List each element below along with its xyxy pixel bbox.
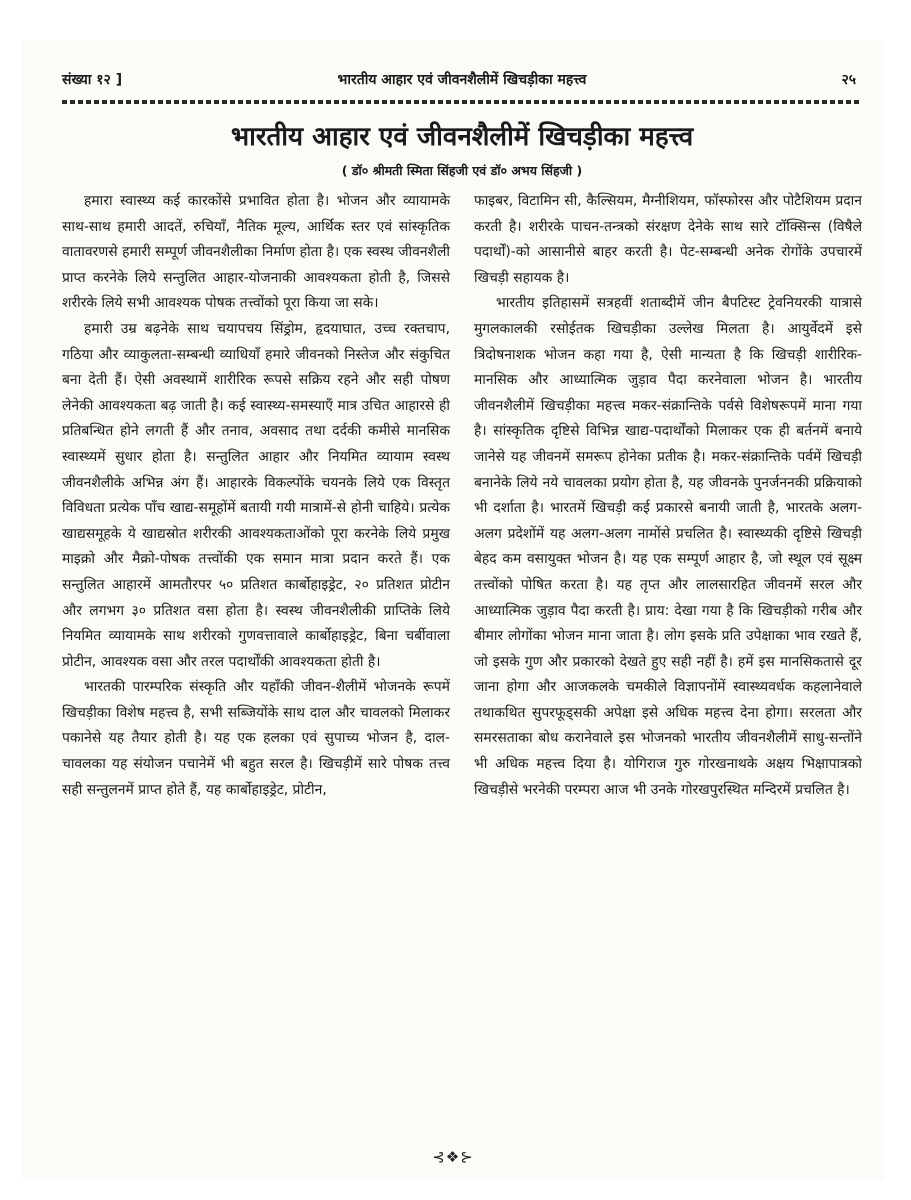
page-number: २५ xyxy=(841,72,856,88)
paragraph: फाइबर, विटामिन सी, कैल्सियम, मैग्नीशियम, फॉस्फोरस और पोटैशियम प्रदान करती है। शरीरके पाचन-तन्त्रको संरक्षण देनेके साथ सारे टॉक्सिन्स (विषैले पदार्थों)-को आसानीसे बाहर करती है। पेट-सम्बन्धी अनेक रोगोंके उपचारमें खिचड़ी सहायक है। xyxy=(474,193,862,286)
magazine-page xyxy=(22,40,884,1180)
running-header xyxy=(62,70,862,96)
footer-ornament-icon: ⊰❖⊱ xyxy=(432,1148,474,1166)
paragraph: भारतीय इतिहासमें सत्रहवीं शताब्दीमें जीन बैपटिस्ट ट्रेवनियरकी यात्रासे मुगलकालकी रसोईतक खिचड़ीका उल्लेख मिलता है। आयुर्वेदमें इसे त्रिदोषनाशक भोजन कहा गया है, ऐसी मान्यता है कि खिचड़ी शारीरिक-मानसिक और आध्यात्मिक जुड़ाव पैदा करनेवाला भोजन है। भारतीय जीवनशैलीमें खिचड़ीका महत्त्व मकर-संक्रान्तिके पर्वसे विशेषरूपमें माना गया है। सांस्कृतिक दृष्टिसे विभिन्न खाद्य-पदार्थोंको मिलाकर एक ही बर्तनमें बनाये जानेसे यह जीवनमें समरूप होनेका प्रतीक है। मकर-संक्रान्तिके पर्वमें खिचड़ी बनानेके लिये नये चावलका प्रयोग होता है, यह जीवनके पुनर्जननकी प्रक्रियाको भी दर्शाता है। भारतमें खिचड़ी कई प्रकारसे बनायी जाती है, भारतके अलग-अलग प्रदेशोंमें यह अलग-अलग नामोंसे प्रचलित है। स्वास्थ्यकी दृष्टिसे खिचड़ी बेहद कम वसायुक्त भोजन है। यह एक सम्पूर्ण आहार है, जो स्थूल एवं सूक्ष्म तत्त्वोंको पोषित करता है। यह तृप्त और लालसारहित जीवनमें सरल और आध्यात्मिक जुड़ाव पैदा करती है। प्राय: देखा गया है कि खिचड़ीको गरीब और बीमार लोगोंका भोजन माना जाता है। लोग इसके प्रति उपेक्षाका भाव रखते हैं, जो इसके गुण और प्रकारको देखते हुए सही नहीं है। हमें इस मानसिकतासे दूर जाना होगा और आजकलके चमकीले विज्ञापनोंमें स्वास्थ्यवर्धक कहलानेवाले तथाकथित सुपरफूड्सकी अपेक्षा इसे अधिक महत्त्व देना होगा। सरलता और समरसताका बोध करानेवाले इस भोजनको भारतीय जीवनशैलीमें साधु-सन्तोंने भी अधिक महत्त्व दिया है। योगिराज गुरु गोरखनाथके अक्षय भिक्षापात्रको खिचड़ीसे भरनेकी परम्परा आज भी उनके गोरखपुरस्थित मन्दिरमें प्रचलित है। xyxy=(474,295,862,798)
paragraph: हमारा स्वास्थ्य कई कारकोंसे प्रभावित होता है। भोजन और व्यायामके साथ-साथ हमारी आदतें, रुचियाँ, नैतिक मूल्य, आर्थिक स्तर एवं सांस्कृतिक वातावरणसे हमारी सम्पूर्ण जीवनशैलीका निर्माण होता है। एक स्वस्थ जीवनशैली प्राप्त करनेके लिये सन्तुलित आहार-योजनाकी आवश्यकता होती है, जिससे शरीरके लिये सभी आवश्यक पोषक तत्त्वोंको पूरा किया जा सके। xyxy=(62,193,450,312)
article-authors: ( डॉ० श्रीमती स्मिता सिंहजी एवं डॉ० अभय सिंहजी ) xyxy=(341,163,583,178)
decorative-divider xyxy=(62,100,862,104)
article-body xyxy=(62,189,862,803)
article-title: भारतीय आहार एवं जीवनशैलीमें खिचड़ीका महत्त्व xyxy=(230,122,694,152)
issue-label: संख्या १२ ] xyxy=(62,72,123,88)
paragraph: भारतकी पारम्परिक संस्कृति और यहाँकी जीवन-शैलीमें भोजनके रूपमें खिचड़ीका विशेष महत्त्व है, सभी सब्जियोंके साथ दाल और चावलको मिलाकर पकानेसे यह तैयार होती है। यह एक हलका एवं सुपाच्य भोजन है, दाल-चावलका यह संयोजन पचानेमें भी बहुत सरल है। खिचड़ीमें सारे पोषक तत्त्व सही सन्तुलनमें प्राप्त होते हैं, यह कार्बोहाइड्रेट, प्रोटीन, xyxy=(62,679,450,798)
left-column xyxy=(62,189,458,803)
running-title: भारतीय आहार एवं जीवनशैलीमें खिचड़ीका महत्त्व xyxy=(337,72,587,88)
right-column xyxy=(474,189,862,803)
paragraph: हमारी उम्र बढ़नेके साथ चयापचय सिंड्रोम, हृदयाघात, उच्च रक्तचाप, गठिया और व्याकुलता-सम्बन्धी व्याधियाँ हमारे जीवनको निस्तेज और संकुचित बना देती हैं। ऐसी अवस्थामें शारीरिक रूपसे सक्रिय रहने और सही पोषण लेनेकी आवश्यकता बढ़ जाती है। कई स्वास्थ्य-समस्याएँ मात्र उचित आहारसे ही प्रतिबन्धित होने लगती हैं और तनाव, अवसाद तथा दर्दकी कमीसे मानसिक स्वास्थ्यमें सुधार होता है। सन्तुलित आहार और नियमित व्यायाम स्वस्थ जीवनशैलीके अभिन्न अंग हैं। आहारके विकल्पोंके चयनके लिये एक विस्तृत विविधता प्रत्येक पाँच खाद्य-समूहोंमें बतायी गयी मात्रामें-से होनी चाहिये। प्रत्येक खाद्यसमूहके ये खाद्यस्रोत शरीरकी आवश्यकताओंको पूरा करनेके लिये प्रमुख माइक्रो और मैक्रो-पोषक तत्त्वोंकी एक समान मात्रा प्रदान करते हैं। एक सन्तुलित आहारमें आमतौरपर ५० प्रतिशत कार्बोहाइड्रेट, २० प्रतिशत प्रोटीन और लगभग ३० प्रतिशत वसा होता है। स्वस्थ जीवनशैलीकी प्राप्तिके लिये नियमित व्यायामके साथ शरीरको गुणवत्तावाले कार्बोहाइड्रेट, बिना चर्बीवाला प्रोटीन, आवश्यक वसा और तरल पदार्थोंकी आवश्यकता होती है। xyxy=(62,320,450,670)
